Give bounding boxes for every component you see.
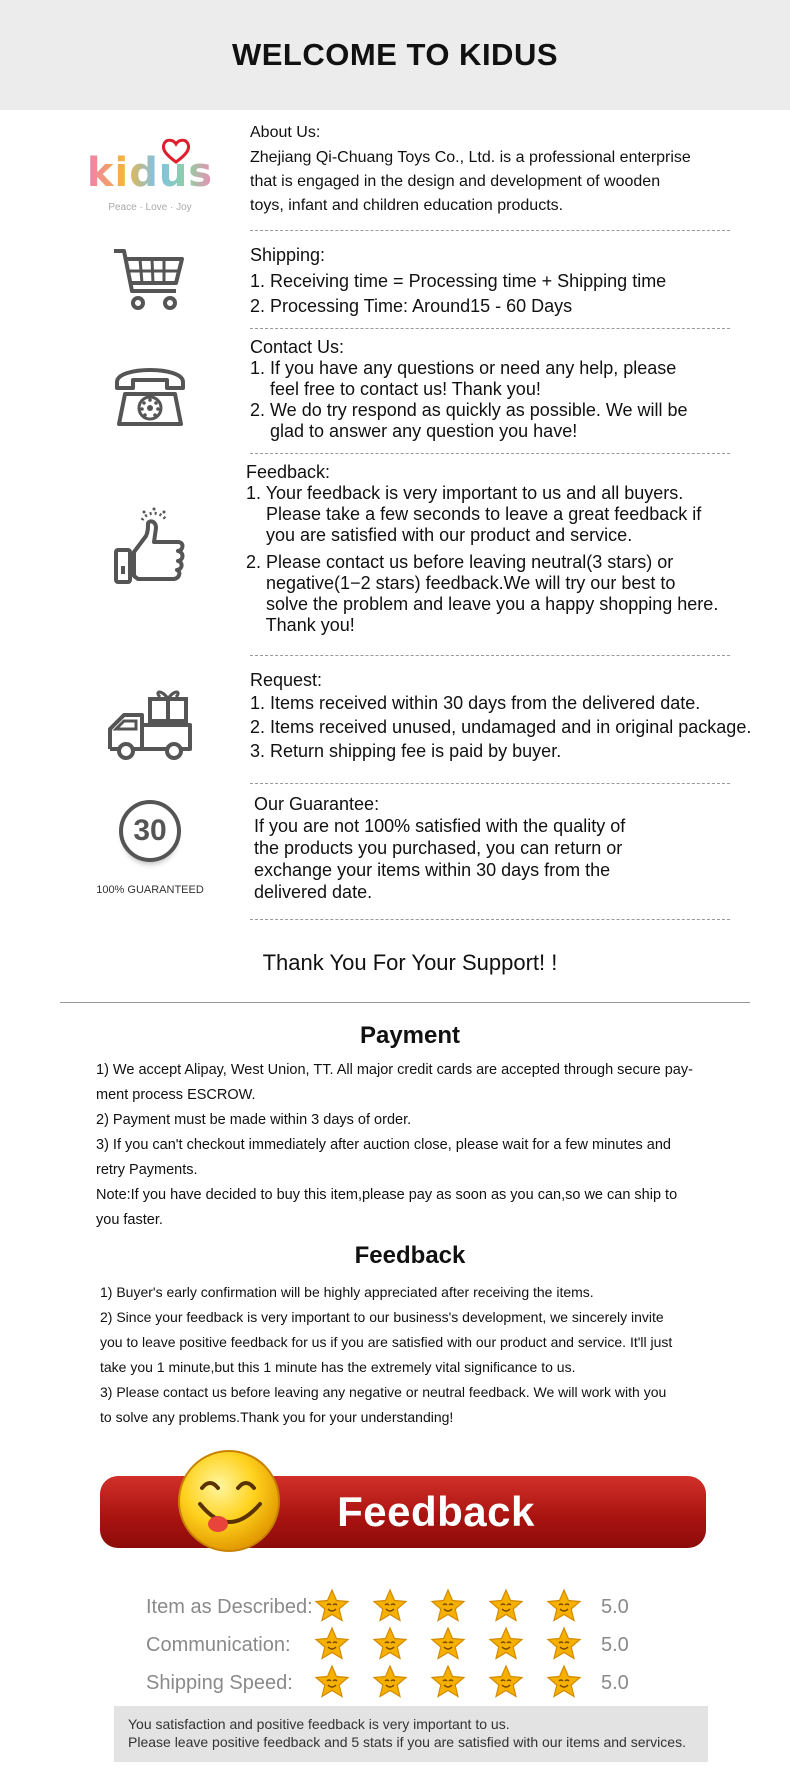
- guarantee-line: If you are not 100% satisfied with the quality of: [254, 816, 626, 836]
- about-text: [250, 122, 760, 218]
- footer-note: [114, 1706, 708, 1762]
- star-icon: [372, 1626, 408, 1662]
- page-title: WELCOME TO KIDUS: [231, 37, 559, 72]
- star-icon: [488, 1664, 524, 1700]
- guarantee-badge-number: 30: [133, 814, 167, 847]
- guarantee-badge-circle: [119, 800, 181, 862]
- divider: [250, 328, 730, 329]
- payment-line: ment process ESCROW.: [96, 1087, 256, 1103]
- payment-line: retry Payments.: [96, 1162, 198, 1178]
- thanks-message: Thank You For Your Support! !: [262, 950, 558, 975]
- request-text: [250, 669, 790, 763]
- guarantee-line: delivered date.: [254, 882, 373, 902]
- payment-line: 1) We accept Alipay, West Union, TT. All major credit cards are accepted through secure pay-: [96, 1062, 693, 1078]
- divider: [250, 783, 730, 784]
- feedback-info-line: 3) Please contact us before leaving any negative or neutral feedback. We will work with you: [100, 1384, 667, 1400]
- star-icon: [314, 1626, 350, 1662]
- star-rating: [314, 1626, 582, 1662]
- star-icon: [314, 1588, 350, 1624]
- payment-text: [96, 1058, 716, 1233]
- feedback-info-line: 2) Since your feedback is very important to our business's development, we sincerely invite: [100, 1309, 664, 1325]
- footer-line: You satisfaction and positive feedback is very important to us.: [128, 1716, 510, 1732]
- shipping-title: Shipping:: [250, 245, 326, 265]
- payment-line: 2) Payment must be made within 3 days of order.: [96, 1112, 412, 1128]
- request-line: 2. Items received unused, undamaged and in original package.: [250, 717, 752, 737]
- about-title: About Us:: [250, 124, 321, 141]
- star-rating: [314, 1588, 582, 1624]
- star-icon: [372, 1588, 408, 1624]
- star-icon: [546, 1588, 582, 1624]
- header-band: [0, 0, 790, 110]
- kidus-logo: [70, 136, 230, 226]
- rating-row-shipping-speed: [146, 1664, 666, 1704]
- feedback-policy-line: you are satisfied with our product and service.: [246, 525, 633, 545]
- about-section: [0, 110, 790, 230]
- divider: [250, 230, 730, 231]
- feedback-info-line: 1) Buyer's early confirmation will be highly appreciated after receiving the items.: [100, 1284, 594, 1300]
- rating-label: Shipping Speed:: [146, 1672, 293, 1694]
- feedback-policy-title: Feedback:: [246, 462, 331, 482]
- request-section: [0, 657, 790, 783]
- feedback-info-line: to solve any problems.Thank you for your understanding!: [100, 1409, 454, 1425]
- logo-tagline: Peace · Love · Joy: [108, 201, 192, 213]
- contact-line: 1. If you have any questions or need any help, please: [250, 358, 677, 378]
- star-icon: [430, 1588, 466, 1624]
- contact-line: 2. We do try respond as quickly as possible. We will be: [250, 400, 688, 420]
- payment-line: Note:If you have decided to buy this item,please pay as soon as you can,so we can ship to: [96, 1187, 678, 1203]
- shipping-line: 1. Receiving time = Processing time + Shipping time: [250, 271, 667, 291]
- feedback-policy-line: 2. Please contact us before leaving neutral(3 stars) or: [246, 552, 674, 572]
- rating-score: 5.0: [601, 1672, 629, 1694]
- contact-title: Contact Us:: [250, 337, 345, 357]
- guarantee-line: exchange your items within 30 days from the: [254, 860, 611, 880]
- logo-text: kidus: [86, 149, 214, 196]
- cart-icon: [70, 244, 230, 316]
- star-icon: [430, 1664, 466, 1700]
- request-line: 1. Items received within 30 days from the delivered date.: [250, 693, 701, 713]
- rating-row-item-described: [146, 1588, 666, 1628]
- rating-label: Communication:: [146, 1634, 291, 1656]
- star-icon: [372, 1664, 408, 1700]
- telephone-icon: [70, 354, 230, 434]
- rating-score: 5.0: [601, 1634, 629, 1656]
- payment-line: 3) If you can't checkout immediately after auction close, please wait for a few minutes and: [96, 1137, 672, 1153]
- contact-line: feel free to contact us! Thank you!: [250, 379, 541, 399]
- guarantee-badge: [70, 793, 230, 903]
- feedback-info-title: Feedback: [354, 1242, 466, 1269]
- star-icon: [430, 1626, 466, 1662]
- payment-line: you faster.: [96, 1212, 163, 1228]
- feedback-info-line: take you 1 minute,but this 1 minute has the extremely vital significance to us.: [100, 1359, 576, 1375]
- guarantee-section: [0, 785, 790, 919]
- feedback-policy-line: Thank you!: [246, 615, 355, 635]
- feedback-policy-line: Please take a few seconds to leave a great feedback if: [246, 504, 702, 524]
- thumbs-up-icon: [70, 503, 230, 593]
- contact-text: [250, 336, 760, 442]
- heart-icon: [161, 138, 191, 164]
- guarantee-line: the products you purchased, you can return or: [254, 838, 623, 858]
- payment-title: Payment: [359, 1022, 461, 1049]
- rating-row-communication: [146, 1626, 666, 1666]
- feedback-policy-text: [246, 461, 756, 636]
- request-line: 3. Return shipping fee is paid by buyer.: [250, 741, 562, 761]
- contact-line: glad to answer any question you have!: [250, 421, 578, 441]
- shipping-section: [0, 232, 790, 328]
- shipping-line: 2. Processing Time: Around15 - 60 Days: [250, 296, 573, 316]
- divider: [250, 655, 730, 656]
- feedback-info-line: you to leave positive feedback for us if you are satisfied with our product and service. It'll just: [100, 1334, 673, 1350]
- star-icon: [546, 1626, 582, 1662]
- about-line: toys, infant and children education products.: [250, 197, 564, 214]
- feedback-banner-label: Feedback: [337, 1488, 535, 1535]
- star-icon: [488, 1626, 524, 1662]
- star-icon: [546, 1664, 582, 1700]
- shipping-text: [250, 244, 760, 319]
- star-rating: [314, 1664, 582, 1700]
- guarantee-text: [254, 793, 764, 903]
- section-rule: [60, 1002, 750, 1003]
- guarantee-title: Our Guarantee:: [254, 794, 380, 814]
- request-title: Request:: [250, 670, 323, 690]
- feedback-policy-section: [0, 455, 790, 655]
- feedback-policy-line: solve the problem and leave you a happy shopping here.: [246, 594, 719, 614]
- divider: [250, 919, 730, 920]
- footer-line: Please leave positive feedback and 5 stats if you are satisfied with our items and services.: [128, 1734, 686, 1750]
- star-icon: [488, 1588, 524, 1624]
- feedback-info-text: [100, 1280, 720, 1430]
- guarantee-badge-caption: 100% GUARANTEED: [96, 884, 204, 896]
- about-line: Zhejiang Qi-Chuang Toys Co., Ltd. is a professional enterprise: [250, 149, 691, 166]
- divider: [250, 453, 730, 454]
- smiley-face-icon: [176, 1448, 282, 1554]
- about-line: that is engaged in the design and development of wooden: [250, 173, 661, 190]
- contact-section: [0, 330, 790, 454]
- star-icon: [314, 1664, 350, 1700]
- feedback-policy-line: 1. Your feedback is very important to us and all buyers.: [246, 483, 684, 503]
- feedback-policy-line: negative(1−2 stars) feedback.We will try our best to: [246, 573, 676, 593]
- delivery-truck-icon: [70, 683, 230, 763]
- rating-score: 5.0: [601, 1596, 629, 1618]
- rating-label: Item as Described:: [146, 1596, 313, 1618]
